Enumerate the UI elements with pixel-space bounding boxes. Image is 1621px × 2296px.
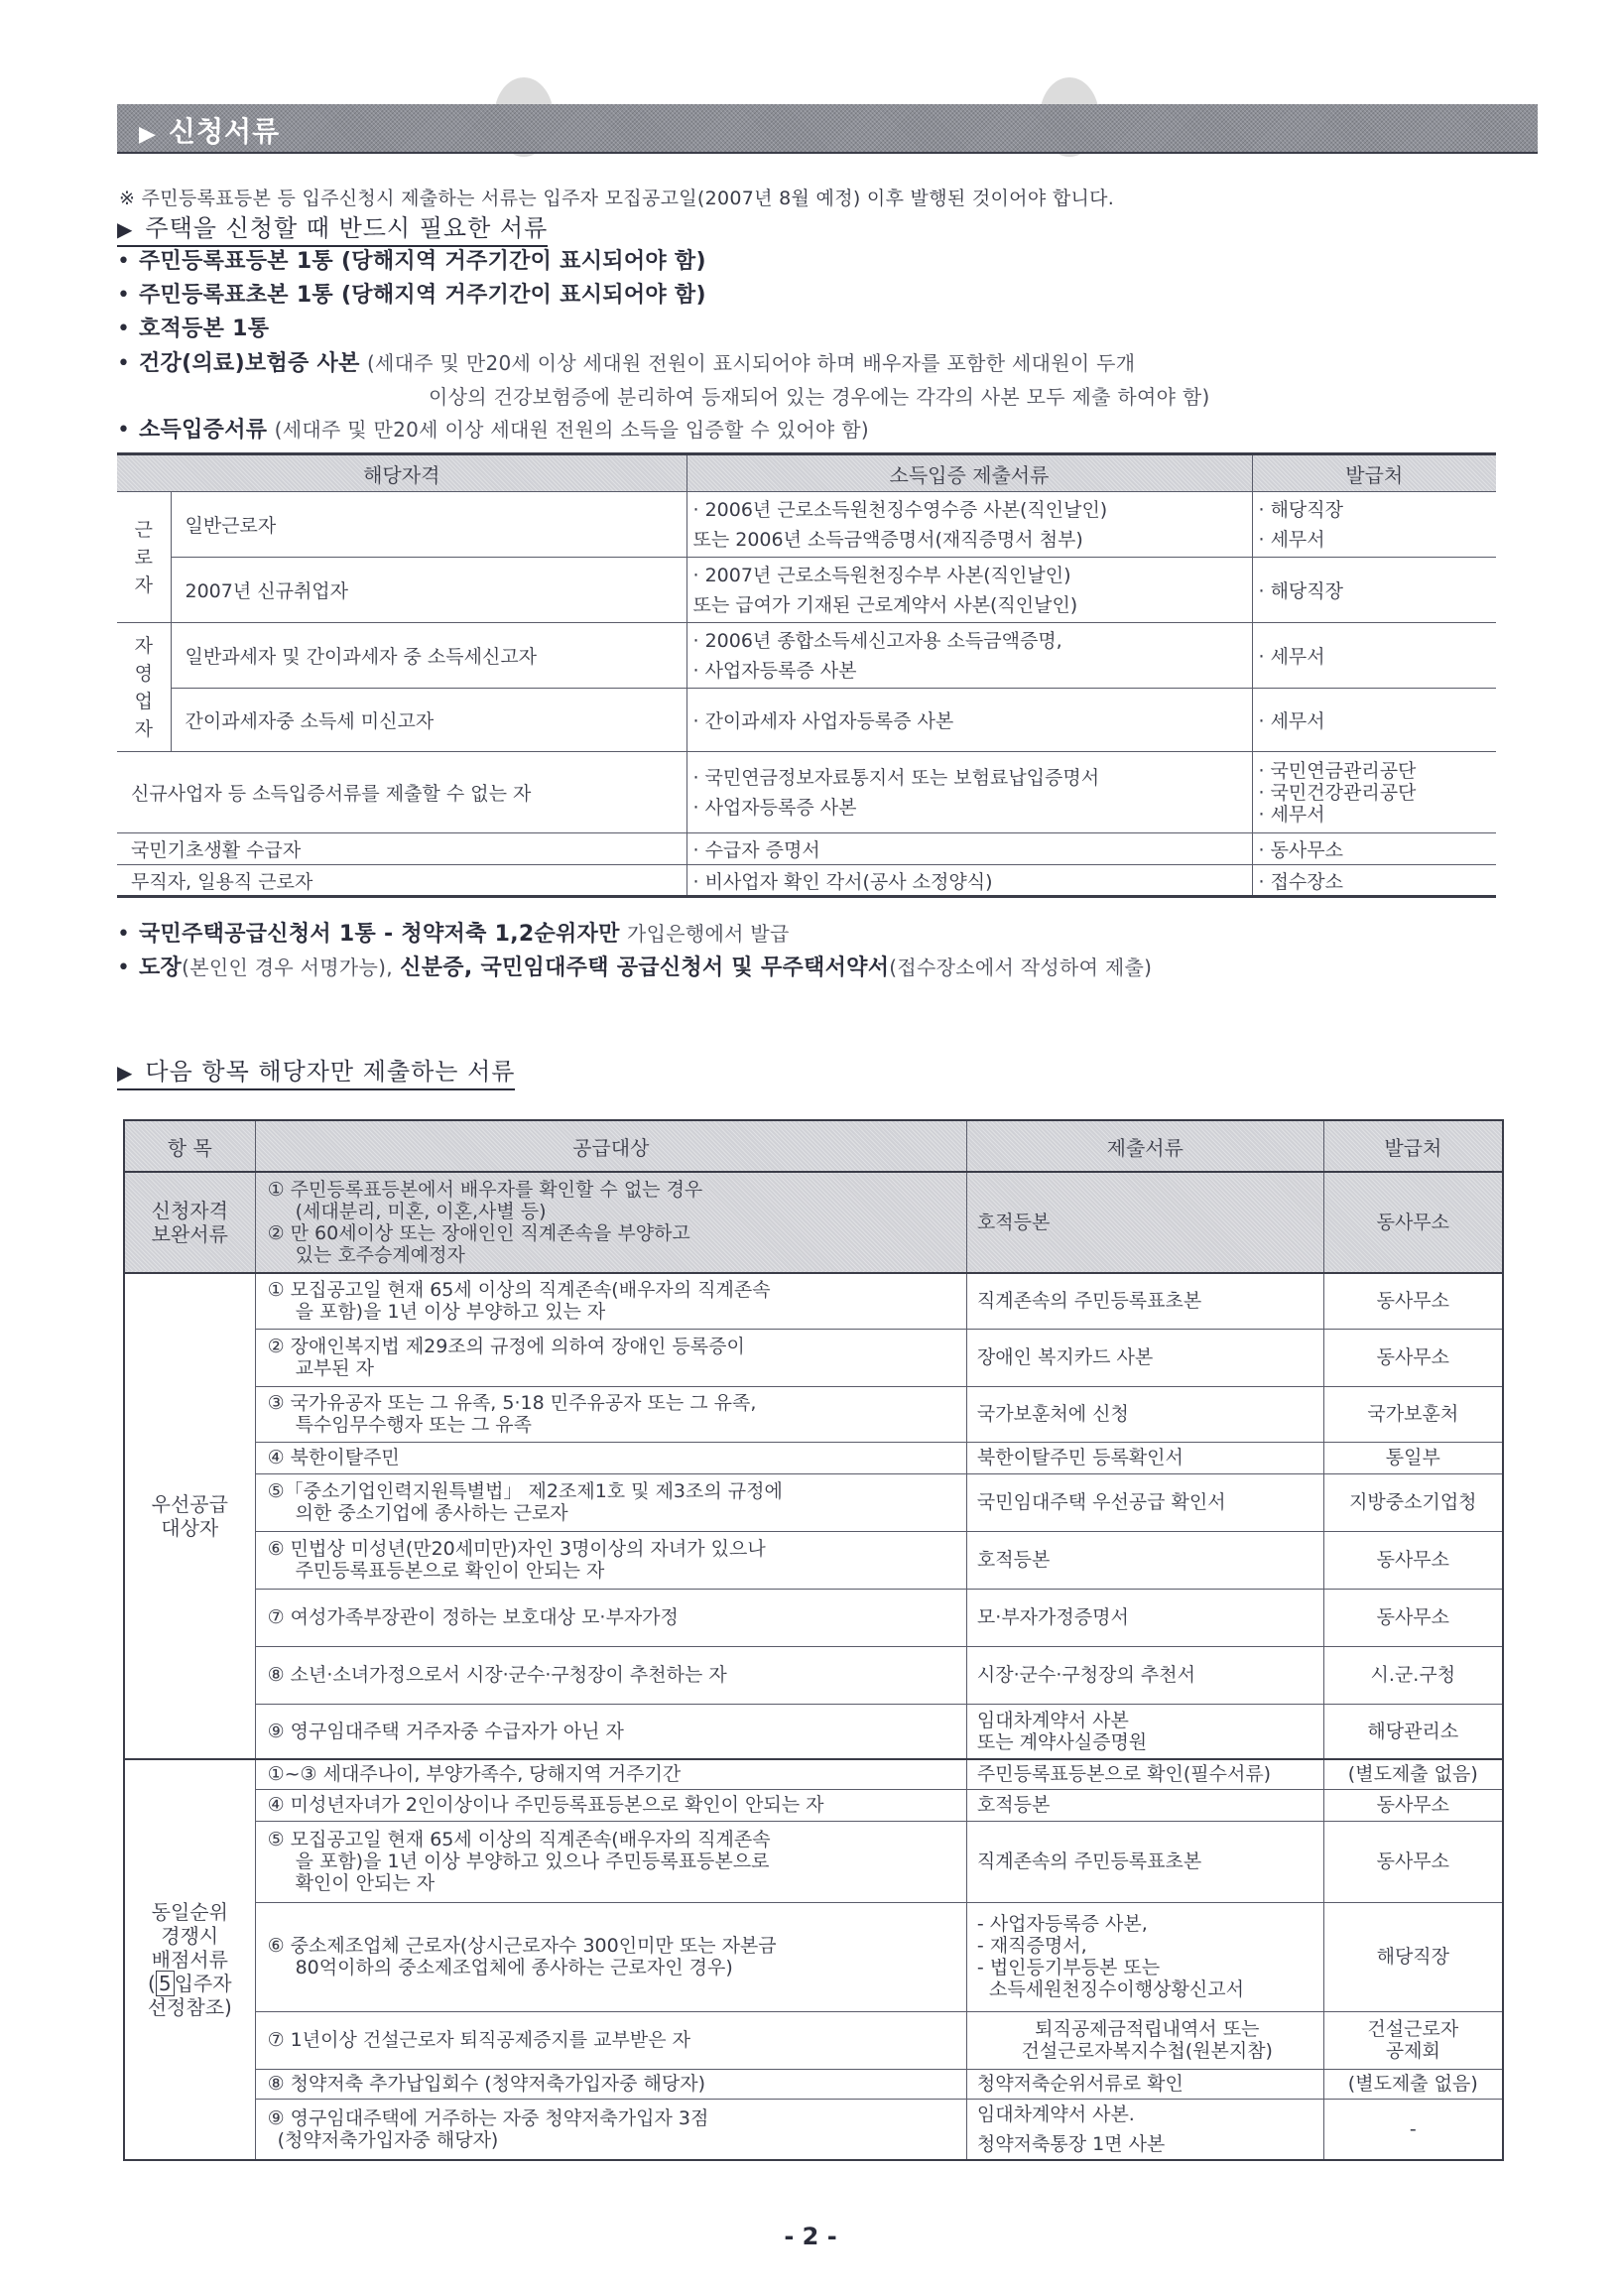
section-title: ▶ 신청서류 (139, 115, 281, 148)
documents-cell: 시장·군수·구청장의 추천서 (966, 1646, 1323, 1704)
issuer-cell: 동사무소 (1323, 1531, 1503, 1589)
issuer-cell: 동사무소 (1323, 1789, 1503, 1821)
qualification-cell: 무직자, 일용직 근로자 (117, 865, 686, 897)
target-cell: ⑥ 민법상 미성년(만20세미만)자인 3명이상의 자녀가 있으나 주민등록표등본으로 확인이 안되는 자 (255, 1531, 966, 1589)
documents-cell: · 수급자 증명서 (686, 833, 1252, 865)
target-cell: ⑤ 모집공고일 현재 65세 이상의 직계존속(배우자의 직계존속 을 포함)을 1년 이상 부양하고 있으나 주민등록표등본으로 확인이 안되는 자 (255, 1821, 966, 1902)
bullet-dot-icon: • (117, 418, 131, 443)
issuer-cell: · 해당직장 · 세무서 (1252, 492, 1496, 558)
documents-cell: 임대차계약서 사본. 청약저축통장 1면 사본 (966, 2099, 1323, 2160)
bullet-dot-icon: • (117, 249, 131, 274)
documents-cell: 장애인 복지카드 사본 (966, 1329, 1323, 1386)
required-docs-heading: ▶ 주택을 신청할 때 반드시 필요한 서류 (117, 208, 548, 247)
qualification-cell: 국민기초생활 수급자 (117, 833, 686, 865)
issuer-cell: 동사무소 (1323, 1329, 1503, 1386)
documents-cell: · 간이과세자 사업자등록증 사본 (686, 689, 1252, 752)
issuer-cell: (별도제출 없음) (1323, 2069, 1503, 2099)
issuer-cell: · 접수장소 (1252, 865, 1496, 897)
issuer-cell: 동사무소 (1323, 1589, 1503, 1646)
group-worker: 근 로 자 (117, 492, 171, 623)
issuer-cell: 동사무소 (1323, 1821, 1503, 1902)
page-number: - 2 - (784, 2223, 837, 2250)
target-cell: ⑨ 영구임대주택에 거주하는 자중 청약저축가입자 3점 (청약저축가입자중 해당자) (255, 2099, 966, 2160)
target-cell: ⑥ 중소제조업체 근로자(상시근로자수 300인미만 또는 자본금 80억이하의 중소제조업체에 종사하는 근로자인 경우) (255, 1902, 966, 2011)
bullet-dot-icon: • (117, 922, 131, 947)
table-header-row (124, 1120, 1503, 1172)
issuer-cell: - (1323, 2099, 1503, 2160)
documents-cell: 직계존속의 주민등록표초본 (966, 1821, 1323, 1902)
qualification-cell: 일반근로자 (171, 492, 686, 558)
target-cell: ⑨ 영구임대주택 거주자중 수급자가 아닌 자 (255, 1704, 966, 1759)
target-cell: ⑧ 소년·소녀가정으로서 시장·군수·구청장이 추천하는 자 (255, 1646, 966, 1704)
table-row (124, 1473, 1503, 1531)
table-row (124, 1442, 1503, 1473)
header-issuer: 발급처 (1323, 1120, 1503, 1172)
target-cell: ② 장애인복지법 제29조의 규정에 의하여 장애인 등록증이 교부된 자 (255, 1329, 966, 1386)
target-cell: ⑦ 1년이상 건설근로자 퇴직공제증지를 교부받은 자 (255, 2011, 966, 2069)
table-row (124, 1589, 1503, 1646)
documents-cell: · 비사업자 확인 각서(공사 소정양식) (686, 865, 1252, 897)
table-row (117, 558, 1496, 623)
header-documents: 제출서류 (966, 1120, 1323, 1172)
header-target: 공급대상 (255, 1120, 966, 1172)
documents-cell: 국민임대주택 우선공급 확인서 (966, 1473, 1323, 1531)
table-row (124, 2011, 1503, 2069)
documents-cell: 직계존속의 주민등록표초본 (966, 1273, 1323, 1329)
header-qualification: 해당자격 (117, 454, 686, 492)
target-cell: ⑧ 청약저축 추가납입회수 (청약저축가입자중 해당자) (255, 2069, 966, 2099)
header-documents: 소득입증 제출서류 (686, 454, 1252, 492)
issuer-cell: 통일부 (1323, 1442, 1503, 1473)
documents-cell: · 2007년 근로소득원천징수부 사본(직인날인) 또는 급여가 기재된 근로계약서 사본(직인날인) (686, 558, 1252, 623)
issuer-cell: 동사무소 (1323, 1172, 1503, 1273)
bullet-item: • 건강(의료)보험증 사본 (세대주 및 만20세 이상 세대원 전원이 표시되어야 하며 배우자를 포함한 세대원이 두개 (117, 351, 1136, 376)
income-proof-table (117, 452, 1496, 898)
qualification-cell: 간이과세자중 소득세 미신고자 (171, 689, 686, 752)
documents-cell: 주민등록표등본으로 확인(필수서류) (966, 1759, 1323, 1789)
group-self-employed: 자 영 업 자 (117, 623, 171, 752)
target-cell: ④ 북한이탈주민 (255, 1442, 966, 1473)
issuer-cell: 국가보훈처 (1323, 1386, 1503, 1442)
table-row (124, 1531, 1503, 1589)
issuer-cell: · 해당직장 (1252, 558, 1496, 623)
issuer-cell: 해당관리소 (1323, 1704, 1503, 1759)
category-supplement: 신청자격 보완서류 (124, 1172, 255, 1273)
conditional-docs-heading: ▶ 다음 항목 해당자만 제출하는 서류 (117, 1052, 515, 1090)
bullet-dot-icon: • (117, 283, 131, 308)
documents-cell: 호적등본 (966, 1531, 1323, 1589)
issuer-cell: 건설근로자 공제회 (1323, 2011, 1503, 2069)
documents-cell: 호적등본 (966, 1172, 1323, 1273)
documents-cell: 국가보훈처에 신청 (966, 1386, 1323, 1442)
target-cell: ③ 국가유공자 또는 그 유족, 5·18 민주유공자 또는 그 유족, 특수임무수행자 또는 그 유족 (255, 1386, 966, 1442)
table-row (124, 1273, 1503, 1329)
issuer-cell: 지방중소기업청 (1323, 1473, 1503, 1531)
documents-cell: · 국민연금정보자료통지서 또는 보험료납입증명서 · 사업자등록증 사본 (686, 752, 1252, 833)
documents-cell: · 2006년 종합소득세신고자용 소득금액증명, · 사업자등록증 사본 (686, 623, 1252, 689)
table-row (124, 2099, 1503, 2160)
conditional-docs-table (123, 1119, 1504, 2161)
documents-cell: 호적등본 (966, 1789, 1323, 1821)
table-row (117, 492, 1496, 558)
bullet-item: • 주민등록표초본 1통 (당해지역 거주기간이 표시되어야 함) (117, 283, 706, 308)
issuer-cell: 동사무소 (1323, 1273, 1503, 1329)
triangle-right-icon: ▶ (117, 1061, 134, 1084)
table-row (117, 833, 1496, 865)
category-priority: 우선공급 대상자 (124, 1273, 255, 1759)
bullet-dot-icon: • (117, 351, 131, 376)
table-row (117, 752, 1496, 833)
documents-cell: 퇴직공제금적립내역서 또는 건설근로자복지수첩(원본지참) (966, 2011, 1323, 2069)
section-banner (117, 104, 1538, 154)
bullet-continuation: 이상의 건강보험증에 분리하여 등재되어 있는 경우에는 각각의 사본 모두 제출 하여야 함) (429, 385, 1210, 409)
table-row (124, 1902, 1503, 2011)
bullet-item: • 호적등본 1통 (117, 317, 270, 341)
target-cell: ⑤「중소기업인력지원특별법」 제2조제1호 및 제3조의 규정에 의한 중소기업에 종사하는 근로자 (255, 1473, 966, 1531)
issuance-note: ※ 주민등록표등본 등 입주신청시 제출하는 서류는 입주자 모집공고일(2007년 8월 예정) 이후 발행된 것이어야 합니다. (119, 188, 1115, 209)
header-issuer: 발급처 (1252, 454, 1496, 492)
table-row (124, 1704, 1503, 1759)
bullet-dot-icon: • (117, 956, 131, 980)
qualification-cell: 신규사업자 등 소득입증서류를 제출할 수 없는 자 (117, 752, 686, 833)
issuer-cell: 해당직장 (1323, 1902, 1503, 2011)
documents-cell: 북한이탈주민 등록확인서 (966, 1442, 1323, 1473)
issuer-cell: · 세무서 (1252, 623, 1496, 689)
table-row (124, 1329, 1503, 1386)
table-row (124, 2069, 1503, 2099)
documents-cell: 모·부자가정증명서 (966, 1589, 1323, 1646)
issuer-cell: 시.군.구청 (1323, 1646, 1503, 1704)
qualification-cell: 2007년 신규취업자 (171, 558, 686, 623)
table-row (117, 689, 1496, 752)
documents-cell: 청약저축순위서류로 확인 (966, 2069, 1323, 2099)
table-row (124, 1821, 1503, 1902)
table-row (124, 1646, 1503, 1704)
table-row (124, 1172, 1503, 1273)
triangle-right-icon: ▶ (117, 217, 134, 241)
bullet-item: • 주민등록표등본 1통 (당해지역 거주기간이 표시되어야 함) (117, 249, 706, 274)
table-row (117, 865, 1496, 897)
triangle-right-icon: ▶ (139, 122, 157, 147)
table-row (124, 1789, 1503, 1821)
target-cell: ④ 미성년자녀가 2인이상이나 주민등록표등본으로 확인이 안되는 자 (255, 1789, 966, 1821)
documents-cell: · 2006년 근로소득원천징수영수증 사본(직인날인) 또는 2006년 소득금액증명서(재직증명서 첨부) (686, 492, 1252, 558)
issuer-cell: · 국민연금관리공단 · 국민건강관리공단 · 세무서 (1252, 752, 1496, 833)
documents-cell: - 사업자등록증 사본, - 재직증명서, - 법인등기부등본 또는 소득세원천징수이행상황신고서 (966, 1902, 1323, 2011)
table-row (124, 1386, 1503, 1442)
qualification-cell: 일반과세자 및 간이과세자 중 소득세신고자 (171, 623, 686, 689)
issuer-cell: · 동사무소 (1252, 833, 1496, 865)
bullet-item: • 소득입증서류 (세대주 및 만20세 이상 세대원 전원의 소득을 입증할 수 있어야 함) (117, 418, 869, 443)
bullet-dot-icon: • (117, 317, 131, 341)
bullet-item: • 국민주택공급신청서 1통 - 청약저축 1,2순위자만 가입은행에서 발급 (117, 922, 790, 947)
table-header-row (117, 454, 1496, 492)
table-row (124, 1759, 1503, 1789)
documents-cell: 임대차계약서 사본 또는 계약사실증명원 (966, 1704, 1323, 1759)
table-row (117, 623, 1496, 689)
header-category: 항 목 (124, 1120, 255, 1172)
issuer-cell: · 세무서 (1252, 689, 1496, 752)
target-cell: ① 모집공고일 현재 65세 이상의 직계존속(배우자의 직계존속 을 포함)을 1년 이상 부양하고 있는 자 (255, 1273, 966, 1329)
bullet-item: • 도장(본인인 경우 서명가능), 신분증, 국민임대주택 공급신청서 및 무주택서약서(접수장소에서 작성하여 제출) (117, 956, 1153, 980)
category-tiebreak: 동일순위 경쟁시 배점서류 ( 5 입주자 선정참조) (124, 1759, 255, 2160)
target-cell: ①~③ 세대주나이, 부양가족수, 당해지역 거주기간 (255, 1759, 966, 1789)
target-cell: ⑦ 여성가족부장관이 정하는 보호대상 모·부자가정 (255, 1589, 966, 1646)
target-cell: ① 주민등록표등본에서 배우자를 확인할 수 없는 경우 (세대분리, 미혼, 이혼,사별 등) ② 만 60세이상 또는 장애인인 직계존속을 부양하고 있는 호주승계예정자 (255, 1172, 966, 1273)
issuer-cell: (별도제출 없음) (1323, 1759, 1503, 1789)
